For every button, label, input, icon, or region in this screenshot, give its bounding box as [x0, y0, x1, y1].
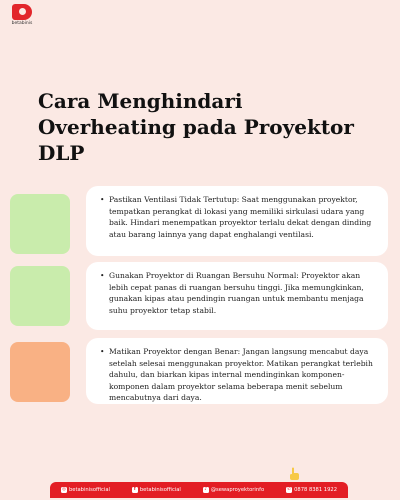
brand-name: betabinis — [11, 21, 33, 26]
footer-phone[interactable] — [286, 487, 337, 493]
facebook-handle: betabinisofficial — [139, 487, 181, 493]
instagram-handle: betabinisofficial — [68, 487, 110, 493]
footer-tiktok[interactable] — [203, 487, 264, 493]
tip-card-3 — [86, 338, 388, 404]
tip-text-3: • Matikan Proyektor dengan Benar: Jangan langsung mencabut daya setelah selesai menggunakan proyektor. Matikan perangkat terlebih dahulu, dan biarkan kipas internal mendinginkan komponen-komponen dalam proyektor selama beberapa menit sebelum mencabutnya dari daya. — [100, 346, 378, 404]
brand-logo-icon — [12, 4, 32, 20]
whatsapp-icon: ✆ — [287, 487, 291, 492]
pointing-hand-icon — [288, 467, 300, 481]
contact-footer — [50, 482, 348, 498]
tiktok-icon: ♪ — [204, 487, 208, 492]
phone-number: 0878 8381 1922 — [294, 487, 337, 493]
footer-facebook[interactable] — [132, 487, 181, 493]
tip-text-1: • Pastikan Ventilasi Tidak Tertutup: Saat menggunakan proyektor, tempatkan perangkat di lokasi yang memiliki sirkulasi udara yang baik. Hindari menempatkan proyektor terlalu dekat dengan dinding atau barang lainnya yang dapat enghalangi ventilasi. — [100, 194, 378, 240]
brand-logo — [8, 4, 36, 26]
tip-card-1 — [86, 186, 388, 256]
footer-instagram[interactable] — [61, 487, 110, 493]
tip-color-block-2 — [10, 266, 70, 326]
tip-color-block-1 — [10, 194, 70, 254]
facebook-icon: f — [132, 487, 138, 493]
tip-color-block-3 — [10, 342, 70, 402]
instagram-icon: ◎ — [62, 487, 66, 492]
tiktok-handle: @sewaproyektorinfo — [210, 487, 265, 493]
tip-card-2 — [86, 262, 388, 330]
page-title: Cara Menghindari Overheating pada Proyektor DLP — [38, 89, 354, 165]
tip-text-2: • Gunakan Proyektor di Ruangan Bersuhu Normal: Proyektor akan lebih cepat panas di ruangan bersuhu tinggi. Jika memungkinkan, gunakan kipas atau pendingin ruangan untuk membantu menjaga suhu proyektor tetap stabil. — [100, 270, 378, 316]
